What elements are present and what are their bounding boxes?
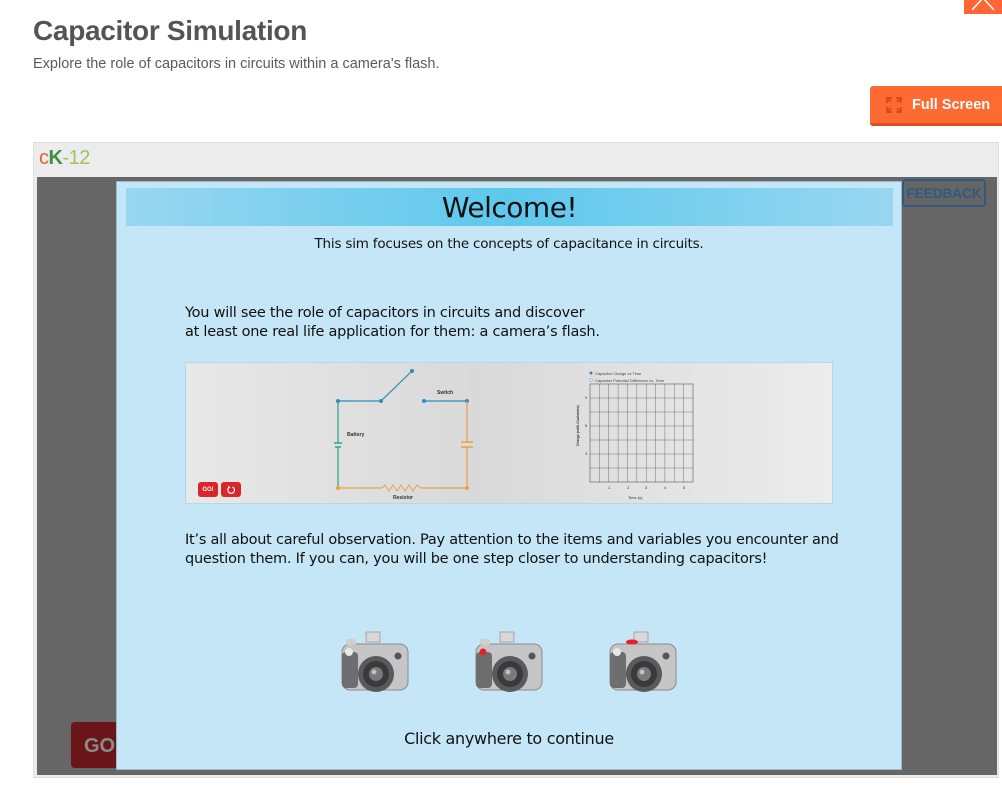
logo-k: K [48, 147, 63, 169]
label-resistor: Resistor [393, 495, 414, 501]
paragraph-observation [185, 531, 845, 569]
fullscreen-label: Full Screen [912, 96, 991, 113]
camera-icon [606, 628, 680, 702]
page-subtitle: Explore the role of capacitors in circuits within a camera's flash. [33, 56, 440, 72]
y-tick: 9 [585, 395, 588, 400]
simulation-stage [37, 177, 997, 775]
x-axis-label: Time (s) [628, 495, 643, 500]
x-tick: 2 [627, 485, 630, 490]
intro-text: This sim focuses on the concepts of capacitance in circuits. [314, 236, 704, 252]
circuit-diagram [186, 363, 834, 505]
page-title: Capacitor Simulation [33, 15, 308, 46]
y-tick: 3 [585, 451, 588, 456]
charge-graph [576, 371, 693, 500]
graph-option: Capacitor Charge vs Time [595, 371, 642, 376]
chevron-up-icon [970, 0, 996, 12]
welcome-dialog[interactable] [116, 181, 902, 770]
ck12-logo [39, 147, 90, 170]
label-battery: Battery [347, 432, 365, 438]
graph-option: Capacitor Potential Difference vs. Time [595, 378, 665, 383]
welcome-header [126, 188, 893, 226]
go-button-background: GO [71, 722, 131, 768]
y-tick: 6 [585, 423, 588, 428]
camera-icon [338, 628, 412, 702]
x-tick: 5 [683, 485, 686, 490]
y-axis-label: Charge (milli-Coulombs) [576, 405, 580, 446]
preview-reset-button [221, 482, 241, 497]
x-tick: 4 [664, 485, 667, 490]
preview-go-button: GO! [198, 482, 218, 497]
continue-prompt[interactable]: Click anywhere to continue [404, 729, 614, 748]
paragraph-line: You will see the role of capacitors in circuits and discover [185, 305, 585, 321]
sim-preview-image [185, 362, 833, 504]
simulation-frame [33, 142, 999, 778]
logo-num: -12 [62, 147, 90, 169]
logo-c: c [39, 147, 49, 169]
paragraph-intro [185, 304, 605, 342]
feedback-button[interactable]: FEEDBACK [902, 179, 986, 207]
fullscreen-button[interactable] [870, 86, 1002, 126]
paragraph-line: It’s all about careful observation. Pay attention to the items and variables you encounter and [185, 532, 839, 548]
welcome-title: Welcome! [441, 190, 578, 224]
expand-icon [886, 97, 902, 113]
camera-row [117, 628, 901, 702]
x-tick: 3 [645, 485, 648, 490]
reset-icon [226, 485, 236, 495]
collapse-button[interactable] [964, 0, 1002, 14]
paragraph-line: at least one real life application for them: a camera’s flash. [185, 324, 600, 340]
x-tick: 1 [608, 485, 611, 490]
paragraph-line: question them. If you can, you will be one step closer to understanding capacitors! [185, 551, 768, 567]
label-switch: Switch [437, 390, 454, 396]
camera-icon [472, 628, 546, 702]
